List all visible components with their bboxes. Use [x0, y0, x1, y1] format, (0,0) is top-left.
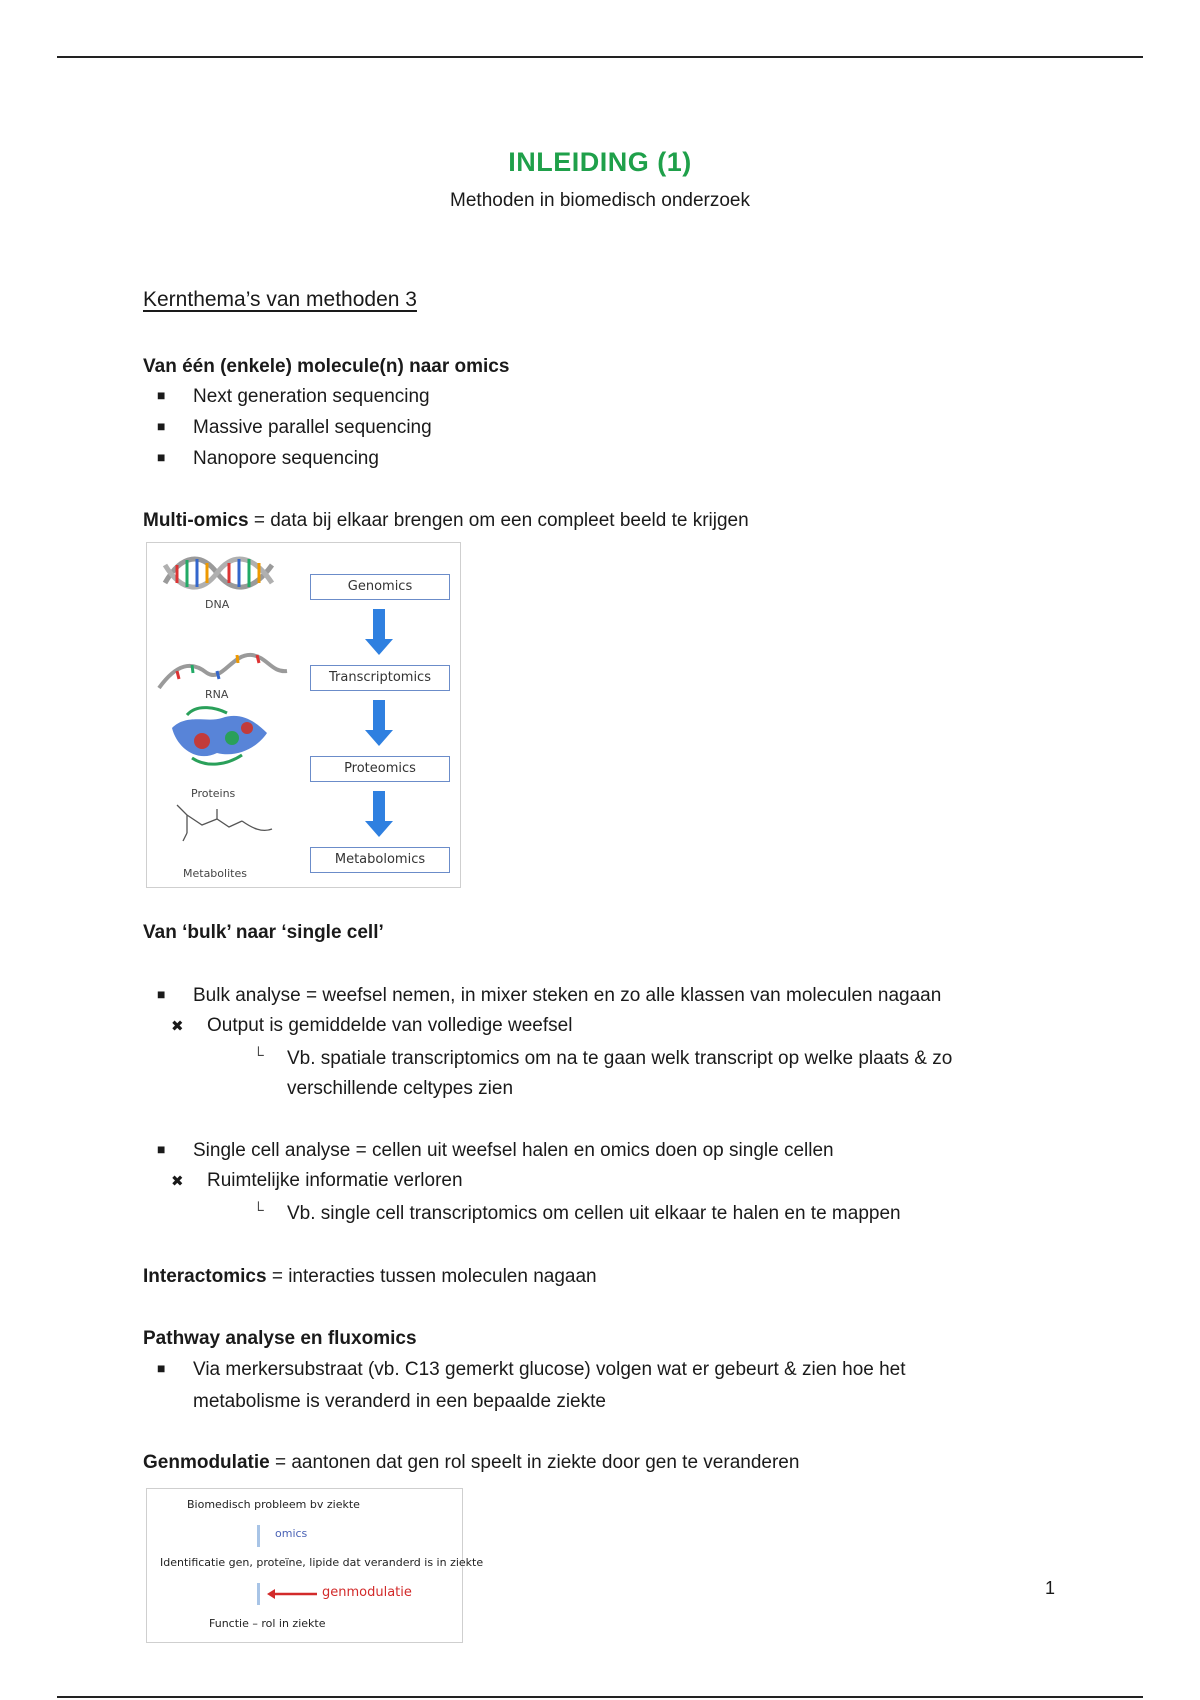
- proteomics-box: Proteomics: [310, 756, 450, 782]
- arrow-down-icon: [365, 791, 393, 837]
- arrow-down-icon: [365, 700, 393, 746]
- arrow-down-icon: [365, 609, 393, 655]
- list-item: [157, 448, 379, 470]
- metabolite-illustration: [177, 805, 272, 841]
- list-item-text: Nanopore sequencing: [193, 448, 379, 469]
- bullet-icon: ■: [157, 1360, 166, 1376]
- genmodulatie-text: = aantonen dat gen rol speelt in ziekte door gen te veranderen: [269, 1452, 800, 1473]
- bullet-icon: ■: [157, 387, 166, 403]
- bullet-icon: ■: [157, 1141, 166, 1157]
- list-item-text: Massive parallel sequencing: [193, 417, 432, 438]
- interactomics-term: Interactomics: [143, 1266, 267, 1287]
- proteins-label: Proteins: [191, 787, 236, 800]
- connector-line: [257, 1525, 260, 1547]
- list-item: [157, 985, 941, 1007]
- identification-label: Identificatie gen, proteïne, lipide dat veranderd is in ziekte: [160, 1556, 484, 1569]
- list-item-text: Next generation sequencing: [193, 386, 430, 407]
- connector-line: [257, 1583, 260, 1605]
- interactomics-definition: [143, 1266, 597, 1288]
- rna-illustration: [159, 655, 287, 688]
- genmodulatie-figure: [146, 1488, 484, 1643]
- section-title: Kernthema’s van methoden 3: [143, 288, 417, 311]
- interactomics-text: = interacties tussen moleculen nagaan: [266, 1266, 597, 1287]
- genmodulatie-label: genmodulatie: [322, 1585, 412, 1600]
- cross-icon: ✖: [171, 1173, 184, 1190]
- genomics-box: Genomics: [310, 574, 450, 600]
- list-item: [157, 417, 432, 439]
- omics-label: omics: [275, 1527, 308, 1540]
- list-subitem: [171, 1015, 572, 1037]
- corner-arrow-icon: └: [253, 1047, 264, 1064]
- multiomics-text: = data bij elkaar brengen om een compleet beeld te krijgen: [248, 510, 749, 531]
- flow-arrows: [365, 609, 393, 837]
- list-item: [157, 386, 430, 408]
- pathway-line-2: metabolisme is veranderd in een bepaalde ziekte: [193, 1391, 606, 1412]
- metabolomics-box: Metabolomics: [310, 847, 450, 873]
- list-subitem: [171, 1170, 463, 1192]
- bullet-icon: ■: [157, 986, 166, 1002]
- list-item: [157, 1359, 906, 1381]
- single-example: Vb. single cell transcriptomics om cellen uit elkaar te halen en te mappen: [287, 1203, 901, 1224]
- page-title: INLEIDING (1): [508, 147, 692, 177]
- example-item: [253, 1047, 952, 1070]
- transcriptomics-box: Transcriptomics: [310, 665, 450, 691]
- pathway-line-1: Via merkersubstraat (vb. C13 gemerkt glucose) volgen wat er gebeurt & zien hoe het: [193, 1359, 906, 1380]
- dna-illustration: [165, 559, 272, 587]
- top-rule: [57, 56, 1143, 58]
- arrow-left-icon: [267, 1589, 317, 1599]
- single-item: Single cell analyse = cellen uit weefsel halen en omics doen op single cellen: [193, 1140, 834, 1161]
- bullet-icon: ■: [157, 418, 166, 434]
- multiomics-term: Multi-omics: [143, 510, 249, 531]
- rna-label: RNA: [205, 688, 229, 701]
- omics-heading: Van één (enkele) molecule(n) naar omics: [143, 356, 510, 377]
- bullet-icon: ■: [157, 449, 166, 465]
- list-item: [157, 1140, 834, 1162]
- dna-label: DNA: [205, 598, 230, 611]
- multiomics-definition: [143, 510, 749, 532]
- bulk-example-line-2: verschillende celtypes zien: [287, 1078, 514, 1099]
- bulk-heading: Van ‘bulk’ naar ‘single cell’: [143, 922, 384, 943]
- genmodulatie-definition: [143, 1452, 799, 1474]
- pathway-heading: Pathway analyse en fluxomics: [143, 1328, 417, 1349]
- single-con: Ruimtelijke informatie verloren: [207, 1170, 463, 1191]
- protein-illustration: [172, 708, 267, 765]
- problem-label: Biomedisch probleem bv ziekte: [187, 1498, 360, 1511]
- example-item: [253, 1202, 901, 1225]
- bulk-example-line-1: Vb. spatiale transcriptomics om na te gaan welk transcript op welke plaats & zo: [287, 1048, 953, 1069]
- genmodulatie-term: Genmodulatie: [143, 1452, 270, 1473]
- page-subtitle: Methoden in biomedisch onderzoek: [450, 190, 750, 211]
- function-label: Functie – rol in ziekte: [209, 1617, 326, 1630]
- multiomics-figure: [146, 542, 461, 888]
- bulk-con: Output is gemiddelde van volledige weefsel: [207, 1015, 573, 1036]
- cross-icon: ✖: [171, 1018, 184, 1035]
- bottom-rule: [57, 1696, 1143, 1698]
- page-number: 1: [1045, 1578, 1056, 1598]
- metabolites-label: Metabolites: [183, 867, 247, 880]
- corner-arrow-icon: └: [253, 1202, 264, 1219]
- bulk-item: Bulk analyse = weefsel nemen, in mixer steken en zo alle klassen van moleculen nagaan: [193, 985, 942, 1006]
